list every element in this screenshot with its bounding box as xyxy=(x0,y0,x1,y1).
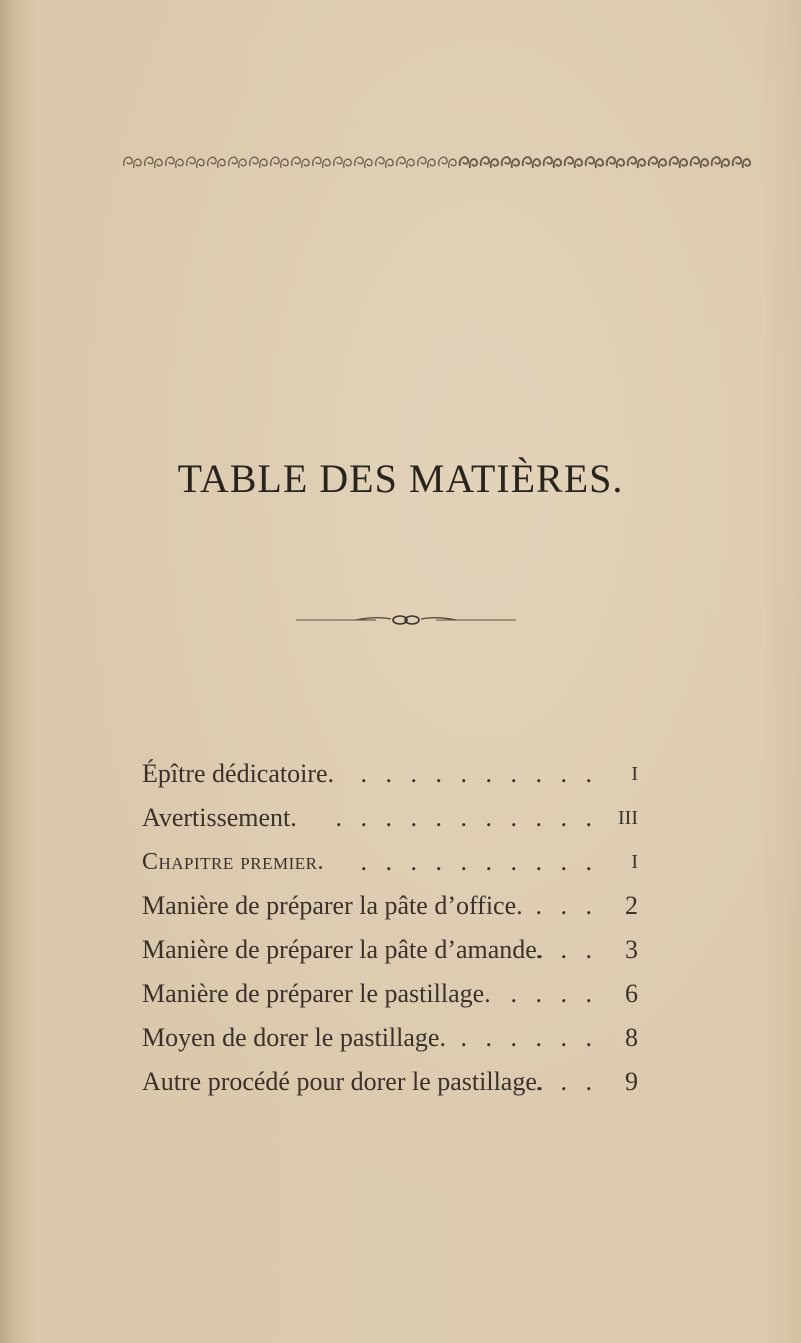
toc-entry-page: 8 xyxy=(625,1023,638,1052)
page-title: TABLE DES MATIÈRES. xyxy=(177,456,624,501)
toc-entry-label: Manière de préparer la pâte d’office. xyxy=(142,891,523,920)
ornament-motif xyxy=(418,157,435,168)
ornament-motif xyxy=(649,157,666,168)
ornament-motif xyxy=(250,157,267,168)
ornament-motif xyxy=(166,157,183,168)
toc-entry xyxy=(142,1016,638,1060)
ornament-motif xyxy=(607,157,624,168)
ornament-motif xyxy=(460,157,477,168)
ornament-motif xyxy=(691,157,708,168)
ornament-motif xyxy=(145,157,162,168)
toc-entry-label: Épître dédicatoire. xyxy=(142,759,335,788)
ornament-motif xyxy=(229,157,246,168)
ornamental-border-band xyxy=(118,150,763,174)
toc-entry-leader: . . . . . . . . . . xyxy=(360,759,598,788)
toc-entry-leader: . . . . . . . . . . xyxy=(360,847,598,876)
toc-entry-leader: . . . . . . . . . . . xyxy=(335,803,598,832)
ornament-motif xyxy=(628,157,645,168)
toc-entry-page: I xyxy=(631,851,638,873)
toc-entry-label: Autre procédé pour dorer le pastillage. xyxy=(142,1067,544,1096)
ornament-motif xyxy=(334,157,351,168)
toc-entry-leader: . . . xyxy=(535,935,598,964)
ornament-motif xyxy=(481,157,498,168)
toc-entry-page: 6 xyxy=(625,979,638,1008)
ornament-motif xyxy=(544,157,561,168)
ornament-motif xyxy=(397,157,414,168)
ornament-motif xyxy=(565,157,582,168)
table-of-contents xyxy=(142,752,638,1104)
toc-entry-label: Manière de préparer la pâte d’amande. xyxy=(142,935,544,964)
toc-entry xyxy=(142,840,638,884)
ornament-motif xyxy=(208,157,225,168)
ornament-motif xyxy=(733,157,750,168)
toc-entry-label: Avertissement. xyxy=(142,803,297,832)
ornament-motif xyxy=(712,157,729,168)
ornament-motif xyxy=(523,157,540,168)
ornament-motif xyxy=(187,157,204,168)
toc-entry xyxy=(142,972,638,1016)
toc-entry xyxy=(142,884,638,928)
toc-entry xyxy=(142,1060,638,1104)
toc-entry-label: Manière de préparer le pastillage. xyxy=(142,979,491,1008)
ornament-motif xyxy=(313,157,330,168)
decorative-rule xyxy=(296,612,516,628)
ornament-motif xyxy=(271,157,288,168)
toc-entry-leader: . . . xyxy=(535,891,598,920)
ornament-motif xyxy=(502,157,519,168)
ornament-motif xyxy=(586,157,603,168)
toc-entry-label: Moyen de dorer le pastillage. xyxy=(142,1023,446,1052)
ornament-motif xyxy=(124,157,141,168)
ornament-motif xyxy=(670,157,687,168)
toc-entry-leader: . . . . . . xyxy=(460,1023,598,1052)
toc-entry xyxy=(142,752,638,796)
toc-entry xyxy=(142,928,638,972)
toc-entry-leader: . . . . xyxy=(510,979,598,1008)
ornament-motif xyxy=(439,157,456,168)
toc-entry xyxy=(142,796,638,840)
toc-entry-label: Chapitre premier. xyxy=(142,849,324,875)
toc-entry-page: 9 xyxy=(625,1067,638,1096)
toc-entry-page: 3 xyxy=(625,935,638,964)
toc-entry-leader: . . . xyxy=(535,1067,598,1096)
ornament-motif xyxy=(355,157,372,168)
toc-entry-page: III xyxy=(618,807,638,829)
ornament-motif xyxy=(292,157,309,168)
toc-entry-page: I xyxy=(631,763,638,785)
toc-entry-page: 2 xyxy=(625,891,638,920)
ornament-motif xyxy=(376,157,393,168)
